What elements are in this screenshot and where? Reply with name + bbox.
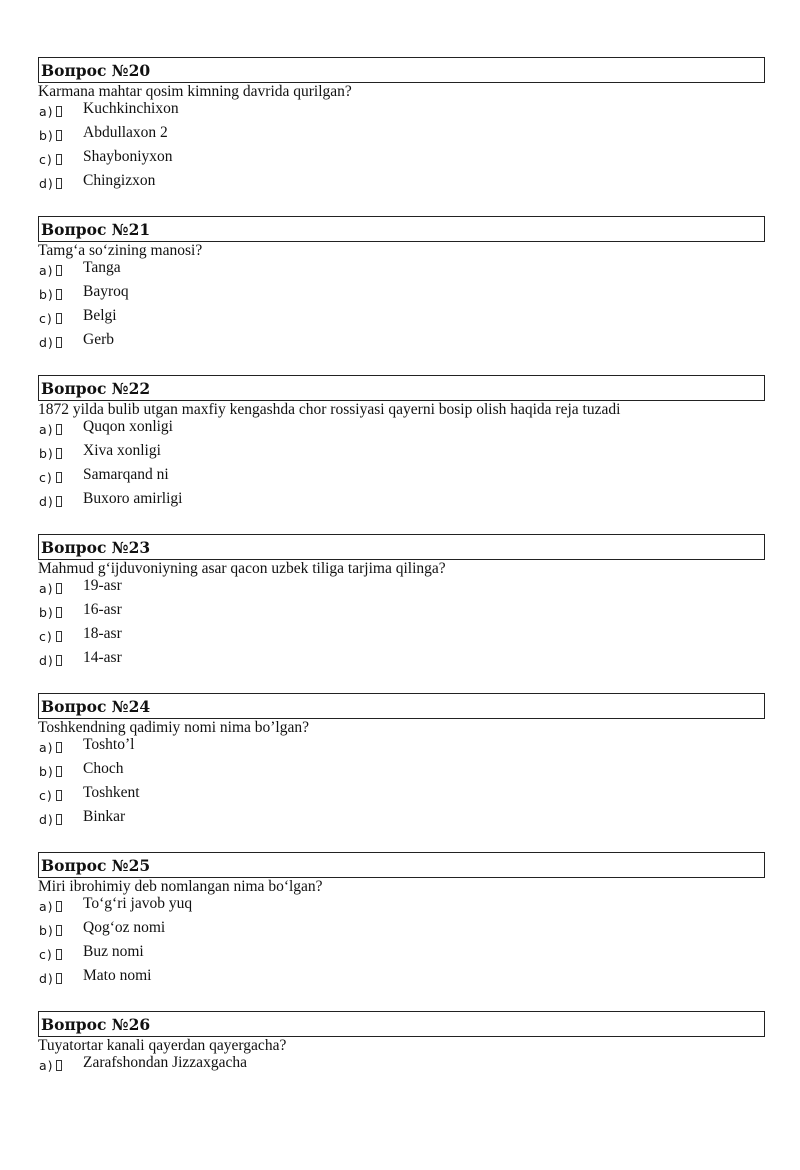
option-text: Buz nomi: [83, 943, 144, 960]
option-letter: d): [39, 812, 54, 827]
answer-option[interactable]: [38, 444, 765, 468]
question-text: Miri ibrohimiy deb nomlangan nima bo‘lgan?: [38, 878, 323, 895]
option-text: Buxoro amirligi: [83, 490, 183, 507]
answer-option[interactable]: [38, 333, 765, 357]
checkbox-icon[interactable]: [56, 655, 62, 666]
answer-option[interactable]: [38, 261, 765, 285]
answer-options: [38, 579, 765, 675]
option-letter: a): [39, 740, 54, 755]
option-text: Mato nomi: [83, 967, 152, 984]
option-text: Chingizxon: [83, 172, 156, 189]
option-letter: a): [39, 899, 54, 914]
checkbox-icon[interactable]: [56, 901, 62, 912]
option-letter: b): [39, 605, 54, 620]
answer-option[interactable]: [38, 786, 765, 810]
answer-options: [38, 1056, 765, 1080]
answer-options: [38, 897, 765, 993]
test-page: [38, 57, 765, 1170]
option-letter: d): [39, 653, 54, 668]
option-text: Gerb: [83, 331, 114, 348]
checkbox-icon[interactable]: [56, 925, 62, 936]
checkbox-icon[interactable]: [56, 106, 62, 117]
option-text: Shayboniyxon: [83, 148, 173, 165]
question-block: [38, 57, 765, 216]
checkbox-icon[interactable]: [56, 583, 62, 594]
answer-option[interactable]: [38, 921, 765, 945]
option-text: Choch: [83, 760, 124, 777]
checkbox-icon[interactable]: [56, 949, 62, 960]
option-letter: c): [39, 788, 53, 803]
checkbox-icon[interactable]: [56, 766, 62, 777]
answer-option[interactable]: [38, 309, 765, 333]
answer-option[interactable]: [38, 420, 765, 444]
option-text: Abdullaxon 2: [83, 124, 168, 141]
option-letter: b): [39, 446, 54, 461]
question-text: Mahmud g‘ijduvoniyning asar qacon uzbek tiliga tarjima qilinga?: [38, 560, 446, 577]
option-text: 19-asr: [83, 577, 122, 594]
question-block: [38, 216, 765, 375]
question-text: Tamg‘a so‘zining manosi?: [38, 242, 203, 259]
answer-option[interactable]: [38, 651, 765, 675]
option-text: Samarqand ni: [83, 466, 169, 483]
checkbox-icon[interactable]: [56, 790, 62, 801]
question-text: Tuyatortar kanali qayerdan qayergacha?: [38, 1037, 287, 1054]
answer-option[interactable]: [38, 762, 765, 786]
answer-option[interactable]: [38, 603, 765, 627]
answer-option[interactable]: [38, 126, 765, 150]
question-text: Karmana mahtar qosim kimning davrida qurilgan?: [38, 83, 352, 100]
option-text: 18-asr: [83, 625, 122, 642]
answer-option[interactable]: [38, 627, 765, 651]
option-letter: c): [39, 470, 53, 485]
option-letter: b): [39, 764, 54, 779]
option-text: Quqon xonligi: [83, 418, 173, 435]
answer-option[interactable]: [38, 102, 765, 126]
option-letter: c): [39, 311, 53, 326]
option-letter: c): [39, 152, 53, 167]
answer-options: [38, 261, 765, 357]
answer-option[interactable]: [38, 897, 765, 921]
checkbox-icon[interactable]: [56, 1060, 62, 1071]
question-text: 1872 yilda bulib utgan maxfiy kengashda chor rossiyasi qayerni bosip olish haqida reja tuzadi: [38, 401, 621, 418]
option-letter: d): [39, 176, 54, 191]
option-letter: d): [39, 335, 54, 350]
option-letter: c): [39, 947, 53, 962]
answer-option[interactable]: [38, 174, 765, 198]
answer-options: [38, 738, 765, 834]
answer-option[interactable]: [38, 810, 765, 834]
option-letter: b): [39, 287, 54, 302]
option-text: Bayroq: [83, 283, 129, 300]
checkbox-icon[interactable]: [56, 607, 62, 618]
answer-option[interactable]: [38, 285, 765, 309]
option-text: Tanga: [83, 259, 121, 276]
question-block: [38, 1011, 765, 1170]
option-letter: b): [39, 128, 54, 143]
question-header: Вопрос №25: [38, 852, 765, 878]
checkbox-icon[interactable]: [56, 337, 62, 348]
checkbox-icon[interactable]: [56, 289, 62, 300]
option-text: Qog‘oz nomi: [83, 919, 166, 936]
option-letter: d): [39, 971, 54, 986]
question-block: [38, 375, 765, 534]
option-text: Binkar: [83, 808, 126, 825]
question-header: Вопрос №21: [38, 216, 765, 242]
answer-options: [38, 102, 765, 198]
answer-option[interactable]: [38, 150, 765, 174]
checkbox-icon[interactable]: [56, 973, 62, 984]
answer-options: [38, 420, 765, 516]
option-text: To‘g‘ri javob yuq: [83, 895, 193, 912]
option-letter: a): [39, 104, 54, 119]
question-header: Вопрос №22: [38, 375, 765, 401]
option-text: Toshkent: [83, 784, 140, 801]
answer-option[interactable]: [38, 969, 765, 993]
answer-option[interactable]: [38, 492, 765, 516]
answer-option[interactable]: [38, 738, 765, 762]
option-text: 14-asr: [83, 649, 122, 666]
option-text: Belgi: [83, 307, 117, 324]
answer-option[interactable]: [38, 945, 765, 969]
option-text: 16-asr: [83, 601, 122, 618]
checkbox-icon[interactable]: [56, 424, 62, 435]
question-block: [38, 693, 765, 852]
option-text: Zarafshondan Jizzaxgacha: [83, 1054, 247, 1071]
option-text: Toshto’l: [83, 736, 135, 753]
question-block: [38, 534, 765, 693]
question-header: Вопрос №24: [38, 693, 765, 719]
answer-option[interactable]: [38, 1056, 765, 1080]
option-letter: b): [39, 923, 54, 938]
checkbox-icon[interactable]: [56, 154, 62, 165]
checkbox-icon[interactable]: [56, 631, 62, 642]
question-text: Toshkendning qadimiy nomi nima bo’lgan?: [38, 719, 309, 736]
question-header: Вопрос №26: [38, 1011, 765, 1037]
checkbox-icon[interactable]: [56, 178, 62, 189]
checkbox-icon[interactable]: [56, 814, 62, 825]
answer-option[interactable]: [38, 468, 765, 492]
checkbox-icon[interactable]: [56, 742, 62, 753]
option-letter: c): [39, 629, 53, 644]
option-letter: d): [39, 494, 54, 509]
question-header: Вопрос №23: [38, 534, 765, 560]
checkbox-icon[interactable]: [56, 130, 62, 141]
option-text: Kuchkinchixon: [83, 100, 179, 117]
answer-option[interactable]: [38, 579, 765, 603]
checkbox-icon[interactable]: [56, 265, 62, 276]
option-letter: a): [39, 263, 54, 278]
option-letter: a): [39, 422, 54, 437]
option-letter: a): [39, 1058, 54, 1073]
checkbox-icon[interactable]: [56, 313, 62, 324]
question-block: [38, 852, 765, 1011]
checkbox-icon[interactable]: [56, 472, 62, 483]
option-text: Xiva xonligi: [83, 442, 161, 459]
checkbox-icon[interactable]: [56, 496, 62, 507]
question-header: Вопрос №20: [38, 57, 765, 83]
checkbox-icon[interactable]: [56, 448, 62, 459]
option-letter: a): [39, 581, 54, 596]
